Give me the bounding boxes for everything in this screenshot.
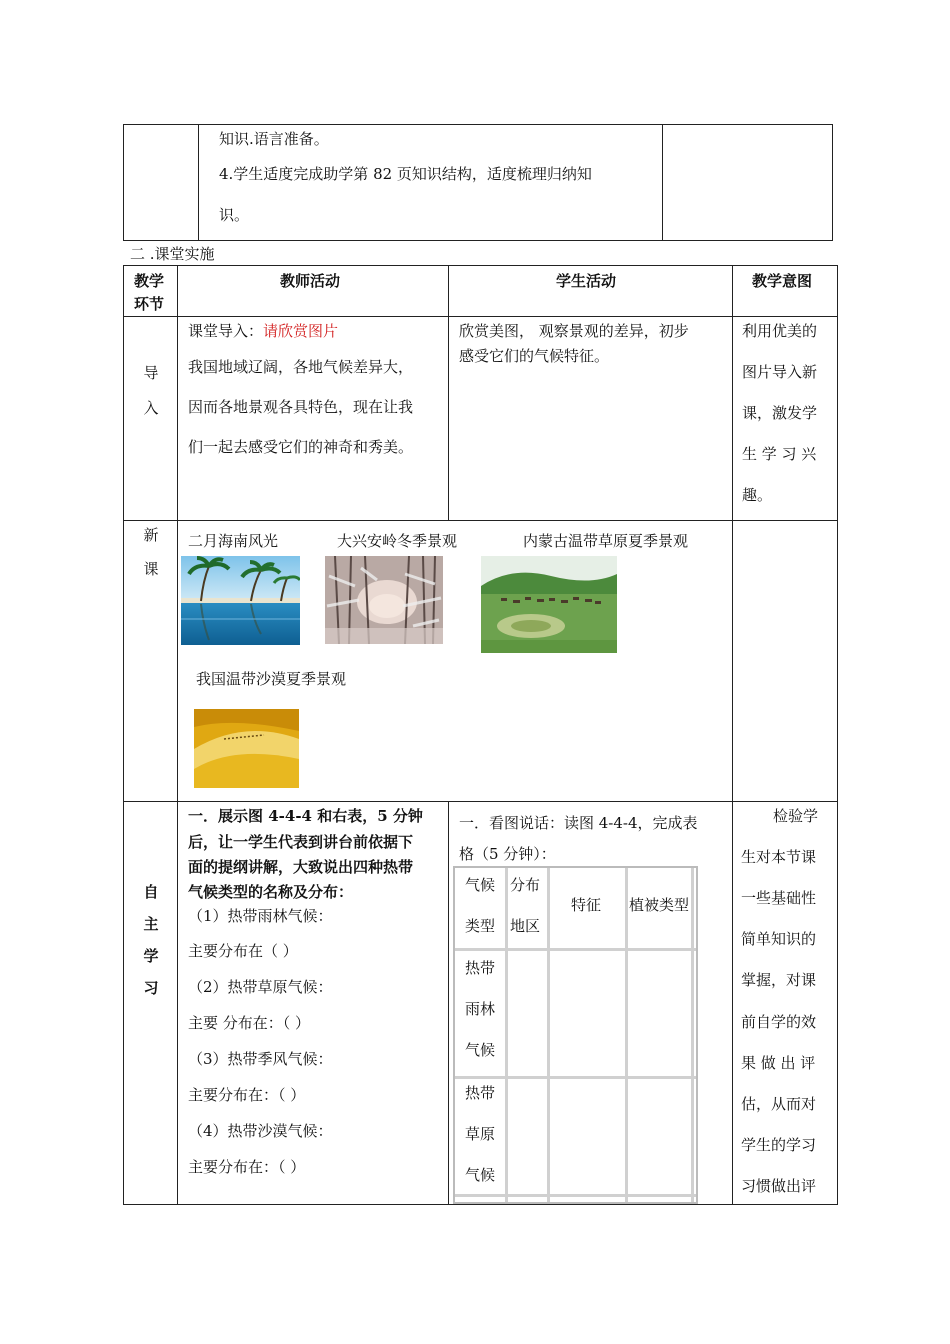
- self-intent-l1: 检验学: [773, 807, 819, 825]
- grid-row-line: [455, 1194, 696, 1197]
- grid-header-feature: 特征: [571, 896, 602, 914]
- intro-intent-l1: 利用优美的: [742, 322, 818, 340]
- top-table-divider-1: [198, 124, 199, 241]
- caption-inner-mongolia: 内蒙古温带草原夏季景观: [523, 532, 689, 550]
- top-text-line2: 4.学生适度完成助学第 82 页知识结构，适度梳理归纳知: [219, 165, 592, 183]
- grid-header-vegetation: 植被类型: [629, 896, 690, 914]
- grid-col-line: [547, 868, 550, 1202]
- grid-header-climate-b: 类型: [465, 917, 496, 935]
- intro-intent-l4: 生 学 习 兴: [742, 445, 817, 463]
- self-intent-l3: 一些基础性: [741, 889, 817, 907]
- caption-desert: 我国温带沙漠夏季景观: [196, 670, 347, 688]
- top-text-line1: 知识.语言准备。: [219, 130, 329, 148]
- intro-teacher-title: [188, 321, 338, 341]
- self-intent-l5: 掌握，对课: [741, 971, 817, 989]
- stage-self-4: 习: [143, 979, 159, 997]
- self-a3: 主要分布在：（ ）: [188, 1086, 306, 1104]
- intro-teacher-l2: 因而各地景观各具特色，现在让我: [188, 398, 414, 416]
- self-a2: 主要 分布在：（ ）: [188, 1014, 311, 1032]
- self-intent-l10: 习惯做出评: [741, 1177, 817, 1195]
- intro-red-text: 请欣赏图片: [263, 322, 339, 340]
- self-intent-l4: 简单知识的: [741, 930, 817, 948]
- main-col-line-2: [448, 265, 449, 520]
- desert-dunes-photo: [194, 709, 299, 788]
- grid-row2-b: 草原: [465, 1125, 496, 1143]
- hainan-beach-photo: [181, 556, 300, 645]
- self-q4: （4）热带沙漠气候：: [188, 1122, 333, 1140]
- self-intent-l9: 学生的学习: [741, 1136, 817, 1154]
- main-row-line-2: [123, 520, 838, 521]
- grid-row1-c: 气候: [465, 1041, 496, 1059]
- self-intent-l7: 果 做 出 评: [741, 1054, 816, 1072]
- self-student-l2: 格（5 分钟）：: [459, 845, 556, 863]
- stage-intro-1: 导: [143, 364, 159, 382]
- stage-new-1: 新: [143, 526, 159, 544]
- intro-teacher-l3: 们一起去感受它们的神奇和秀美。: [188, 438, 414, 456]
- self-teacher-b3: 面的提纲讲解，大致说出四种热带: [188, 858, 414, 876]
- main-col-line-2b: [448, 801, 449, 1205]
- main-row-line-1: [123, 316, 838, 317]
- self-a4: 主要分布在：（ ）: [188, 1158, 306, 1176]
- grid-col-line: [505, 868, 508, 1202]
- stage-self-2: 主: [143, 915, 159, 933]
- stage-new-2: 课: [143, 560, 159, 578]
- self-q2: （2）热带草原气候：: [188, 978, 333, 996]
- caption-daxinganling: 大兴安岭冬季景观: [337, 532, 458, 550]
- self-intent-l8: 估，从而对: [741, 1095, 817, 1113]
- self-teacher-b4: 气候类型的名称及分布：: [188, 883, 354, 901]
- grid-row2-a: 热带: [465, 1084, 496, 1102]
- stage-intro-2: 入: [143, 399, 159, 417]
- intro-intent-l2: 图片导入新: [742, 363, 818, 381]
- stage-self-3: 学: [143, 947, 159, 965]
- header-col1-a: 教学: [134, 272, 165, 290]
- header-teacher: 教师活动: [280, 272, 341, 290]
- top-table-divider-2: [662, 124, 663, 241]
- self-q3: （3）热带季风气候：: [188, 1050, 333, 1068]
- self-intent-l2: 生对本节课: [741, 848, 817, 866]
- main-row-line-3: [123, 801, 838, 802]
- intro-intent-l5: 趣。: [742, 486, 773, 504]
- grassland-horses-photo: [481, 556, 617, 653]
- grid-header-region-b: 地区: [510, 917, 541, 935]
- header-col1-b: 环节: [134, 295, 165, 313]
- section-title: 二 .课堂实施: [130, 245, 215, 263]
- grid-col-line: [625, 868, 628, 1202]
- grid-header-climate-a: 气候: [465, 876, 496, 894]
- self-teacher-b1: 一．展示图 4-4-4 和右表，5 分钟: [188, 807, 423, 825]
- intro-teacher-l1: 我国地域辽阔，各地气候差异大，: [188, 358, 414, 376]
- main-col-line-3: [732, 265, 733, 1205]
- self-a1: 主要分布在（ ）: [188, 942, 298, 960]
- header-student: 学生活动: [556, 272, 617, 290]
- self-intent-l6: 前自学的效: [741, 1013, 817, 1031]
- grid-row1-b: 雨林: [465, 1000, 496, 1018]
- main-col-line-1: [177, 265, 178, 1205]
- stage-self-1: 自: [143, 883, 159, 901]
- header-intent: 教学意图: [752, 272, 813, 290]
- winter-forest-photo: [325, 556, 443, 644]
- grid-row2-c: 气候: [465, 1166, 496, 1184]
- self-q1: （1）热带雨林气候：: [188, 907, 333, 925]
- self-teacher-b2: 后，让一学生代表到讲台前依据下: [188, 833, 414, 851]
- grid-header-region-a: 分布: [510, 876, 541, 894]
- top-text-line3: 识。: [219, 206, 250, 224]
- intro-prefix: 课堂导入：: [188, 322, 264, 340]
- intro-student-l1: 欣赏美图， 观察景观的差异，初步: [459, 322, 689, 340]
- grid-row-line: [455, 948, 696, 951]
- grid-row1-a: 热带: [465, 959, 496, 977]
- grid-row-line: [455, 1076, 696, 1079]
- intro-intent-l3: 课，激发学: [742, 404, 818, 422]
- self-student-l1: 一．看图说话：读图 4-4-4，完成表: [459, 814, 698, 832]
- intro-student-l2: 感受它们的气候特征。: [459, 347, 610, 365]
- grid-col-line: [691, 868, 694, 1202]
- caption-hainan: 二月海南风光: [188, 532, 279, 550]
